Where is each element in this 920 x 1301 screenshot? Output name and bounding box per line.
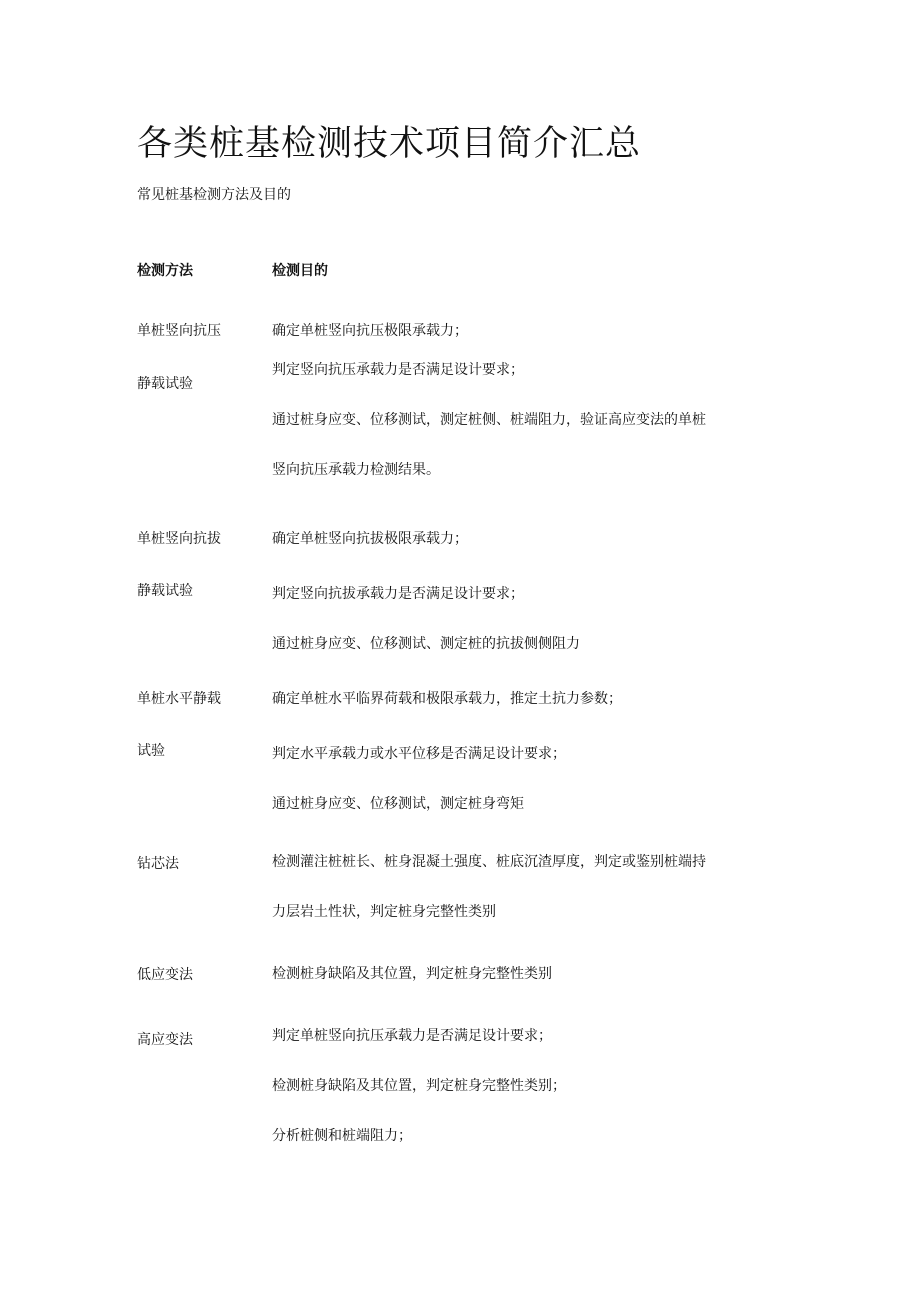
row1-purpose-line2: 判定竖向抗压承载力是否满足设计要求； xyxy=(272,362,524,378)
row1-method-line1: 单桩竖向抗压 xyxy=(137,323,221,339)
row6-purpose-line1: 判定单桩竖向抗压承载力是否满足设计要求； xyxy=(272,1028,552,1044)
document-title: 各类桩基检测技术项目简介汇总 xyxy=(137,124,642,164)
header-purpose: 检测目的 xyxy=(272,263,328,279)
row2-purpose-line1: 确定单桩竖向抗拔极限承载力； xyxy=(272,531,468,547)
row6-purpose-line3: 分析桩侧和桩端阻力； xyxy=(272,1128,412,1144)
row3-purpose-line1: 确定单桩水平临界荷载和极限承载力，推定土抗力参数； xyxy=(272,691,622,707)
row2-purpose-line3: 通过桩身应变、位移测试、测定桩的抗拔侧侧阻力 xyxy=(272,636,580,652)
row5-method-line1: 低应变法 xyxy=(137,967,193,983)
row1-method-line2: 静载试验 xyxy=(137,376,193,392)
row5-purpose-line1: 检测桩身缺陷及其位置，判定桩身完整性类别 xyxy=(272,966,552,982)
header-method: 检测方法 xyxy=(137,263,193,279)
row1-purpose-line1: 确定单桩竖向抗压极限承载力； xyxy=(272,323,468,339)
row4-method-line1: 钻芯法 xyxy=(137,856,179,872)
row1-purpose-line3: 通过桩身应变、位移测试，测定桩侧、桩端阻力，验证高应变法的单桩 xyxy=(272,412,706,428)
row1-purpose-line4: 竖向抗压承载力检测结果。 xyxy=(272,462,440,478)
row3-method-line1: 单桩水平静载 xyxy=(137,691,221,707)
row3-purpose-line2: 判定水平承载力或水平位移是否满足设计要求； xyxy=(272,746,566,762)
row2-method-line2: 静载试验 xyxy=(137,583,193,599)
row4-purpose-line2: 力层岩土性状，判定桩身完整性类别 xyxy=(272,904,496,920)
row2-purpose-line2: 判定竖向抗拔承载力是否满足设计要求； xyxy=(272,586,524,602)
row3-method-line2: 试验 xyxy=(137,743,165,759)
row6-method-line1: 高应变法 xyxy=(137,1032,193,1048)
row3-purpose-line3: 通过桩身应变、位移测试，测定桩身弯矩 xyxy=(272,796,524,812)
row2-method-line1: 单桩竖向抗拔 xyxy=(137,531,221,547)
document-subtitle: 常见桩基检测方法及目的 xyxy=(137,187,291,203)
row4-purpose-line1: 检测灌注桩桩长、桩身混凝土强度、桩底沉渣厚度，判定或鉴别桩端持 xyxy=(272,854,706,870)
row6-purpose-line2: 检测桩身缺陷及其位置，判定桩身完整性类别； xyxy=(272,1078,566,1094)
